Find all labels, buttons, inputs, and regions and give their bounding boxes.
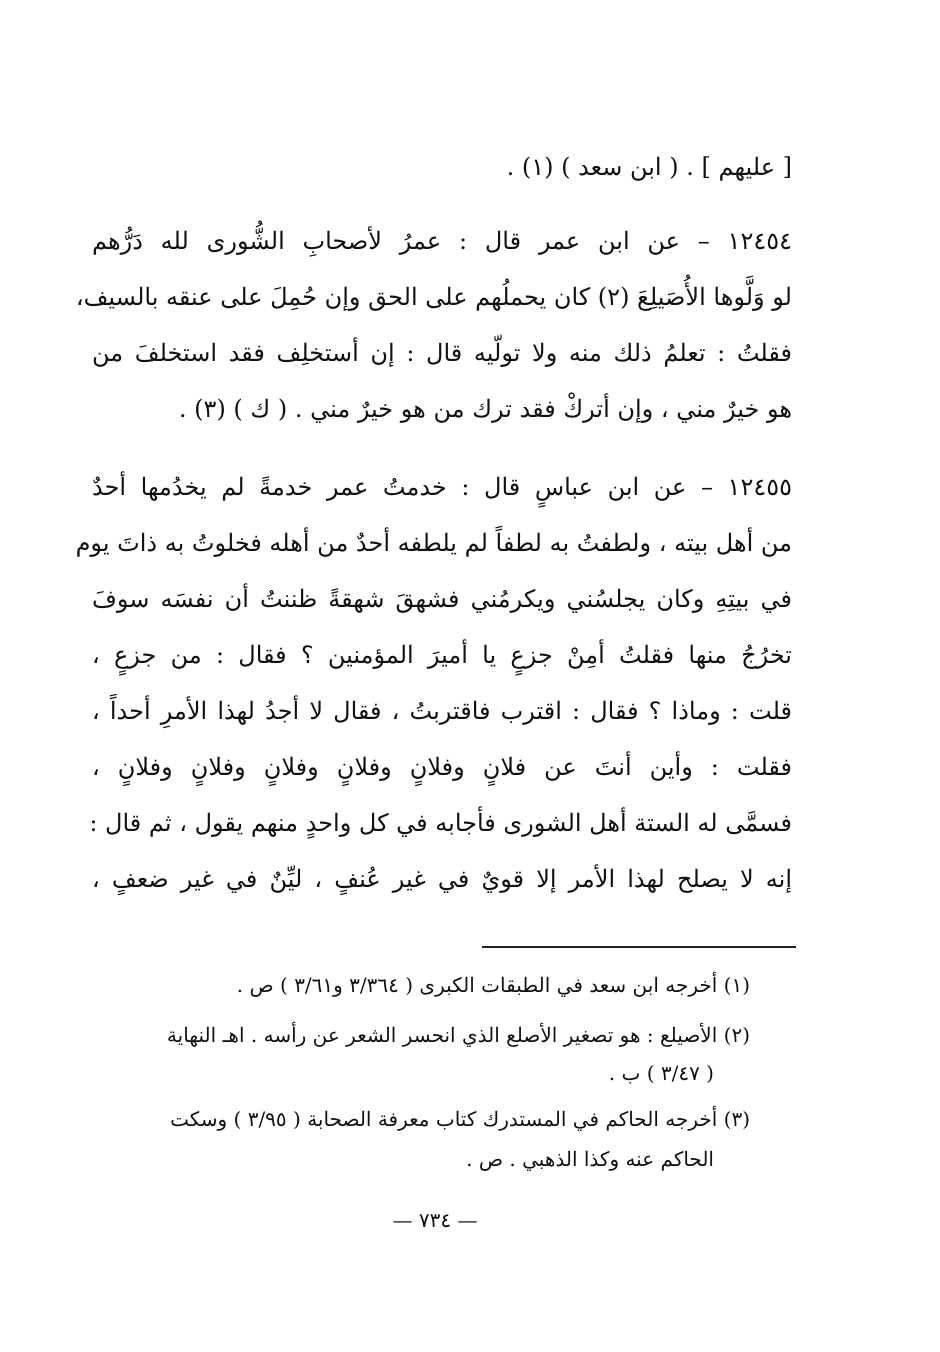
text-line: من أهل بيته ، ولطفتُ به لطفاً لم يلطفه أحدٌ من أهله فخلوتُ به ذاتَ يوم bbox=[75, 529, 792, 557]
text-line: ١٢٤٥٤ – عن ابن عمر قال : عمرُ لأصحابِ الشُّورى لله دَرُّهم bbox=[92, 227, 792, 255]
footnotes bbox=[92, 0, 772, 1200]
text-line: فقلت : وأين أنتَ عن فلانٍ وفلانٍ وفلانٍ وفلانٍ وفلانٍ وفلانٍ ، bbox=[92, 753, 792, 781]
text-line: قلت : وماذا ؟ فقال : اقترب فاقتربتُ ، فقال لا أجدُ لهذا الأمرِ أحداً ، bbox=[92, 697, 792, 725]
footnote-line: ( ٣/٤٧ ) ب . bbox=[608, 1061, 714, 1085]
text-line: [ عليهم ] . ( ابن سعد ) (١) . bbox=[506, 153, 792, 181]
footnote-line: (٣) أخرجه الحاكم في المستدرك كتاب معرفة الصحابة ( ٣/٩٥ ) وسكت bbox=[170, 1107, 750, 1131]
page-number: — ٧٣٤ — bbox=[392, 1208, 478, 1232]
text-line: لو وَلَّوها الأُصَيلِعَ (٢) كان يحملُهم على الحق وإن حُمِلَ على عنقه بالسيف، bbox=[75, 283, 792, 311]
text-line: إنه لا يصلح لهذا الأمر إلا قويٌ في غير عُنفٍ ، ليِّنٌ في غير ضعفٍ ، bbox=[92, 865, 792, 893]
text-line: ١٢٤٥٥ – عن ابن عباسٍ قال : خدمتُ عمر خدمةً لم يخدُمها أحدٌ bbox=[92, 473, 792, 501]
footnote-line: (١) أخرجه ابن سعد في الطبقات الكبرى ( ٣/٣٦٤ و٣/٦١ ) ص . bbox=[236, 973, 750, 997]
text-line: في بيتِهِ وكان يجلسُني ويكرمُني فشهقَ شهقةً ظننتُ أن نفسَه سوفَ bbox=[92, 585, 792, 613]
footnote-line: الحاكم عنه وكذا الذهبي . ص . bbox=[466, 1147, 714, 1171]
text-line: تخرُجُ منها فقلتُ أمِنْ جزعٍ يا أميرَ المؤمنين ؟ فقال : من جزعٍ ، bbox=[92, 641, 792, 669]
text-line: فسمَّى له الستة أهل الشورى فأجابه في كل واحدٍ منهم يقول ، ثم قال : bbox=[89, 809, 792, 837]
text-line: فقلتُ : تعلمُ ذلك منه ولا تولّيه قال : إن أستخلِف فقد استخلفَ من bbox=[92, 339, 792, 367]
text-line: هو خيرٌ مني ، وإن أتركْ فقد ترك من هو خيرٌ مني . ( ك ) (٣) . bbox=[178, 395, 792, 423]
footnote-line: (٢) الأصيلع : هو تصغير الأصلع الذي انحسر الشعر عن رأسه . اهـ النهاية bbox=[166, 1023, 750, 1047]
